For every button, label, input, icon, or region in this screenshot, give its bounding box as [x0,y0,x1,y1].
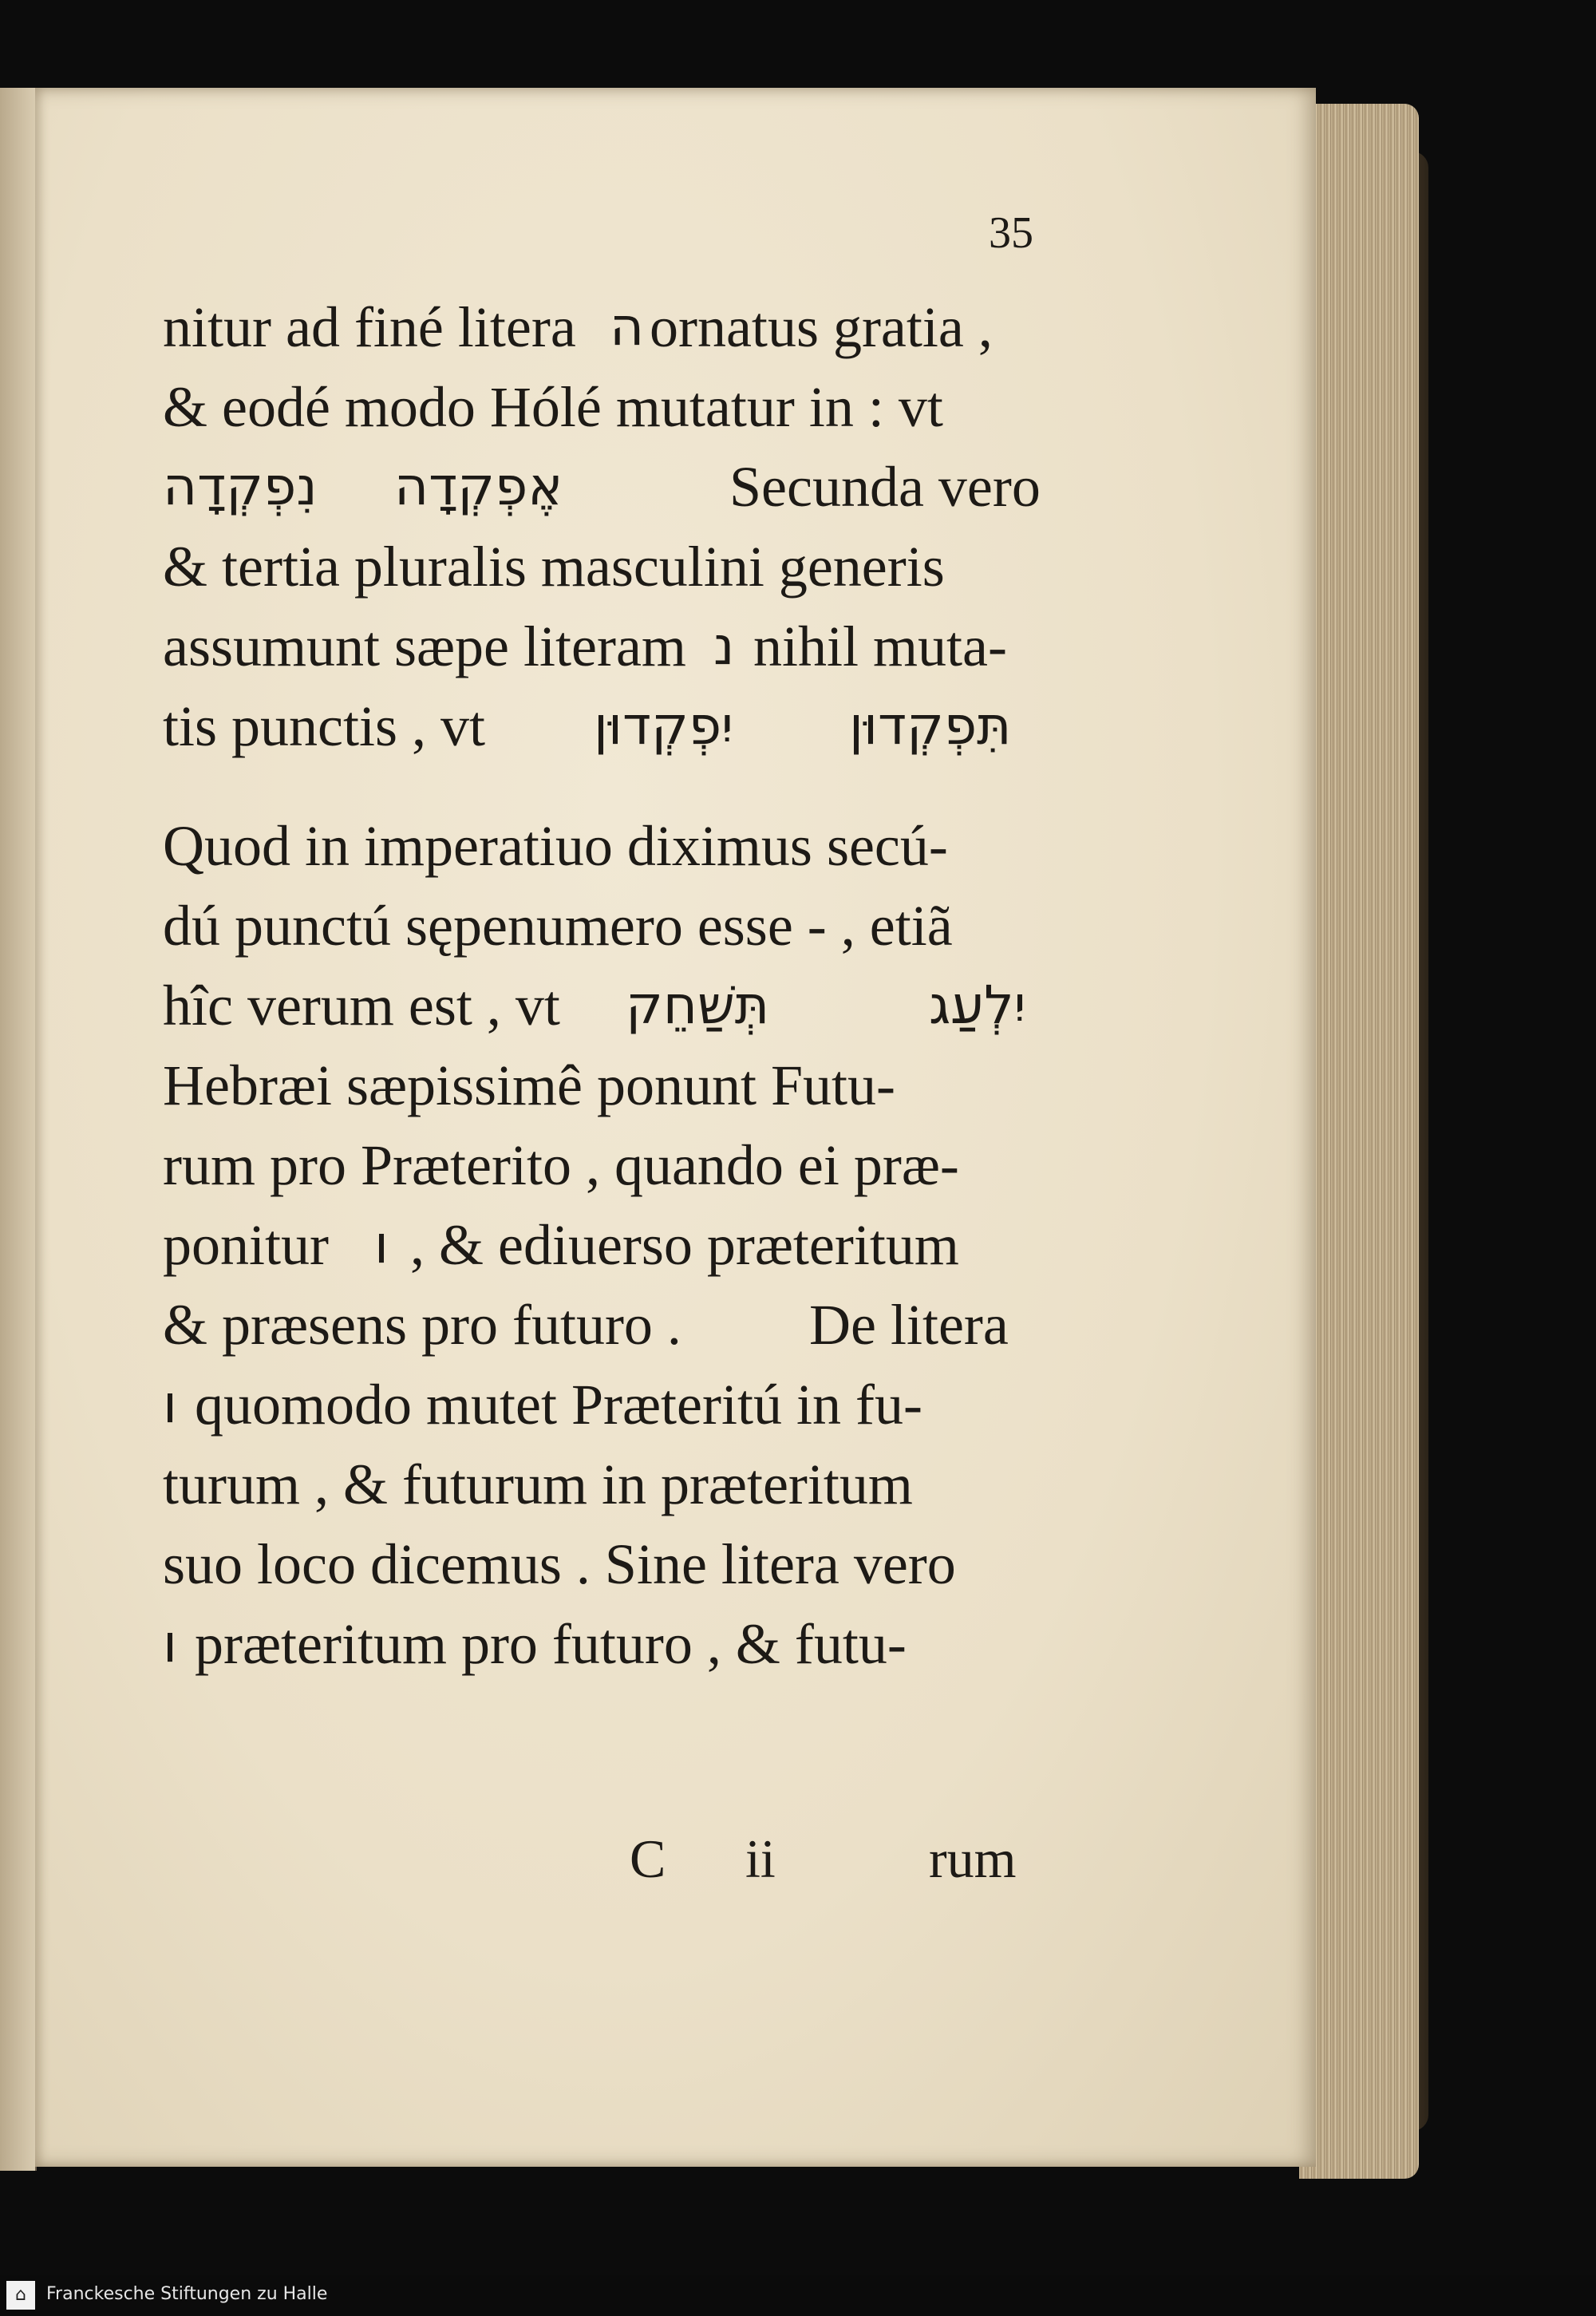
hebrew-text: ו [374,1214,389,1275]
hebrew-text: תְּשַׁחֵק [626,974,770,1036]
page-edges [1299,104,1419,2179]
latin-text: nitur ad finé litera [163,295,576,359]
folio-number: 35 [989,208,1033,258]
left-page-edge [0,88,37,2171]
text-line [163,1445,1080,1524]
catchword: rum [929,1828,1017,1889]
text-line [163,886,1080,966]
hebrew-text: יִלְעַג [929,974,1026,1036]
text-line [163,1285,1080,1365]
text-line [163,1365,1080,1445]
latin-text: Quod in imperatiuo diximus secú- [163,814,948,878]
hebrew-text: תִּפְקְדוּן [849,695,1012,757]
latin-text: & tertia pluralis masculini generis [163,535,945,599]
latin-text: ponitur [163,1213,329,1277]
hebrew-text: יִפְקְדוּן [594,695,733,757]
latin-text: tis punctis , vt [163,694,486,758]
latin-text: rum pro Præterito , quando ei præ- [163,1133,959,1197]
book-page [35,88,1316,2167]
latin-text: , & ediuerso præteritum [410,1213,959,1277]
institution-logo-icon: ⌂ [6,2281,35,2310]
text-line [163,287,1080,367]
text-line [163,1205,1080,1285]
latin-text: hîc verum est , vt [163,974,560,1037]
text-line [163,1045,1080,1125]
latin-text: ornatus gratia , [650,295,993,359]
latin-text: turum , & futurum in præteritum [163,1452,913,1516]
latin-text: quomodo mutet Præteritú in fu- [195,1373,922,1437]
text-line [163,447,1080,527]
latin-text: Secunda vero [729,455,1041,519]
latin-text: Hebræi sæpissimê ponunt Futu- [163,1053,896,1117]
signature-mark: C [630,1828,666,1889]
latin-text: & eodé modo Hólé mutatur in : vt [163,375,943,439]
latin-text: dú punctú sępenumero esse - , etiã [163,894,953,958]
text-line [163,1524,1080,1604]
latin-text: nihil muta- [753,615,1007,678]
hebrew-text: ה [610,296,645,358]
text-line [163,607,1080,686]
footer-bar [0,2275,1596,2316]
text-line [163,367,1080,447]
hebrew-text: נ [713,615,735,677]
latin-text: præteritum pro futuro , & futu- [195,1612,907,1676]
hebrew-text: ו [163,1373,177,1435]
text-line [163,806,1080,886]
text-line [163,686,1080,766]
signature-number: ii [745,1828,776,1889]
hebrew-text: אֶפְקְדָה [394,456,563,517]
institution-name: Franckesche Stiftungen zu Halle [46,2284,328,2304]
latin-text: assumunt sæpe literam [163,615,686,678]
text-line [163,1604,1080,1684]
hebrew-text: ו [163,1613,177,1674]
latin-text: De litera [809,1293,1009,1357]
text-line [163,1125,1080,1205]
latin-text: & præsens pro futuro . [163,1293,681,1357]
text-line [163,966,1080,1045]
hebrew-text: נִפְקְדָה [163,456,318,517]
text-line [163,527,1080,607]
latin-text: suo loco dicemus . Sine litera vero [163,1532,956,1596]
